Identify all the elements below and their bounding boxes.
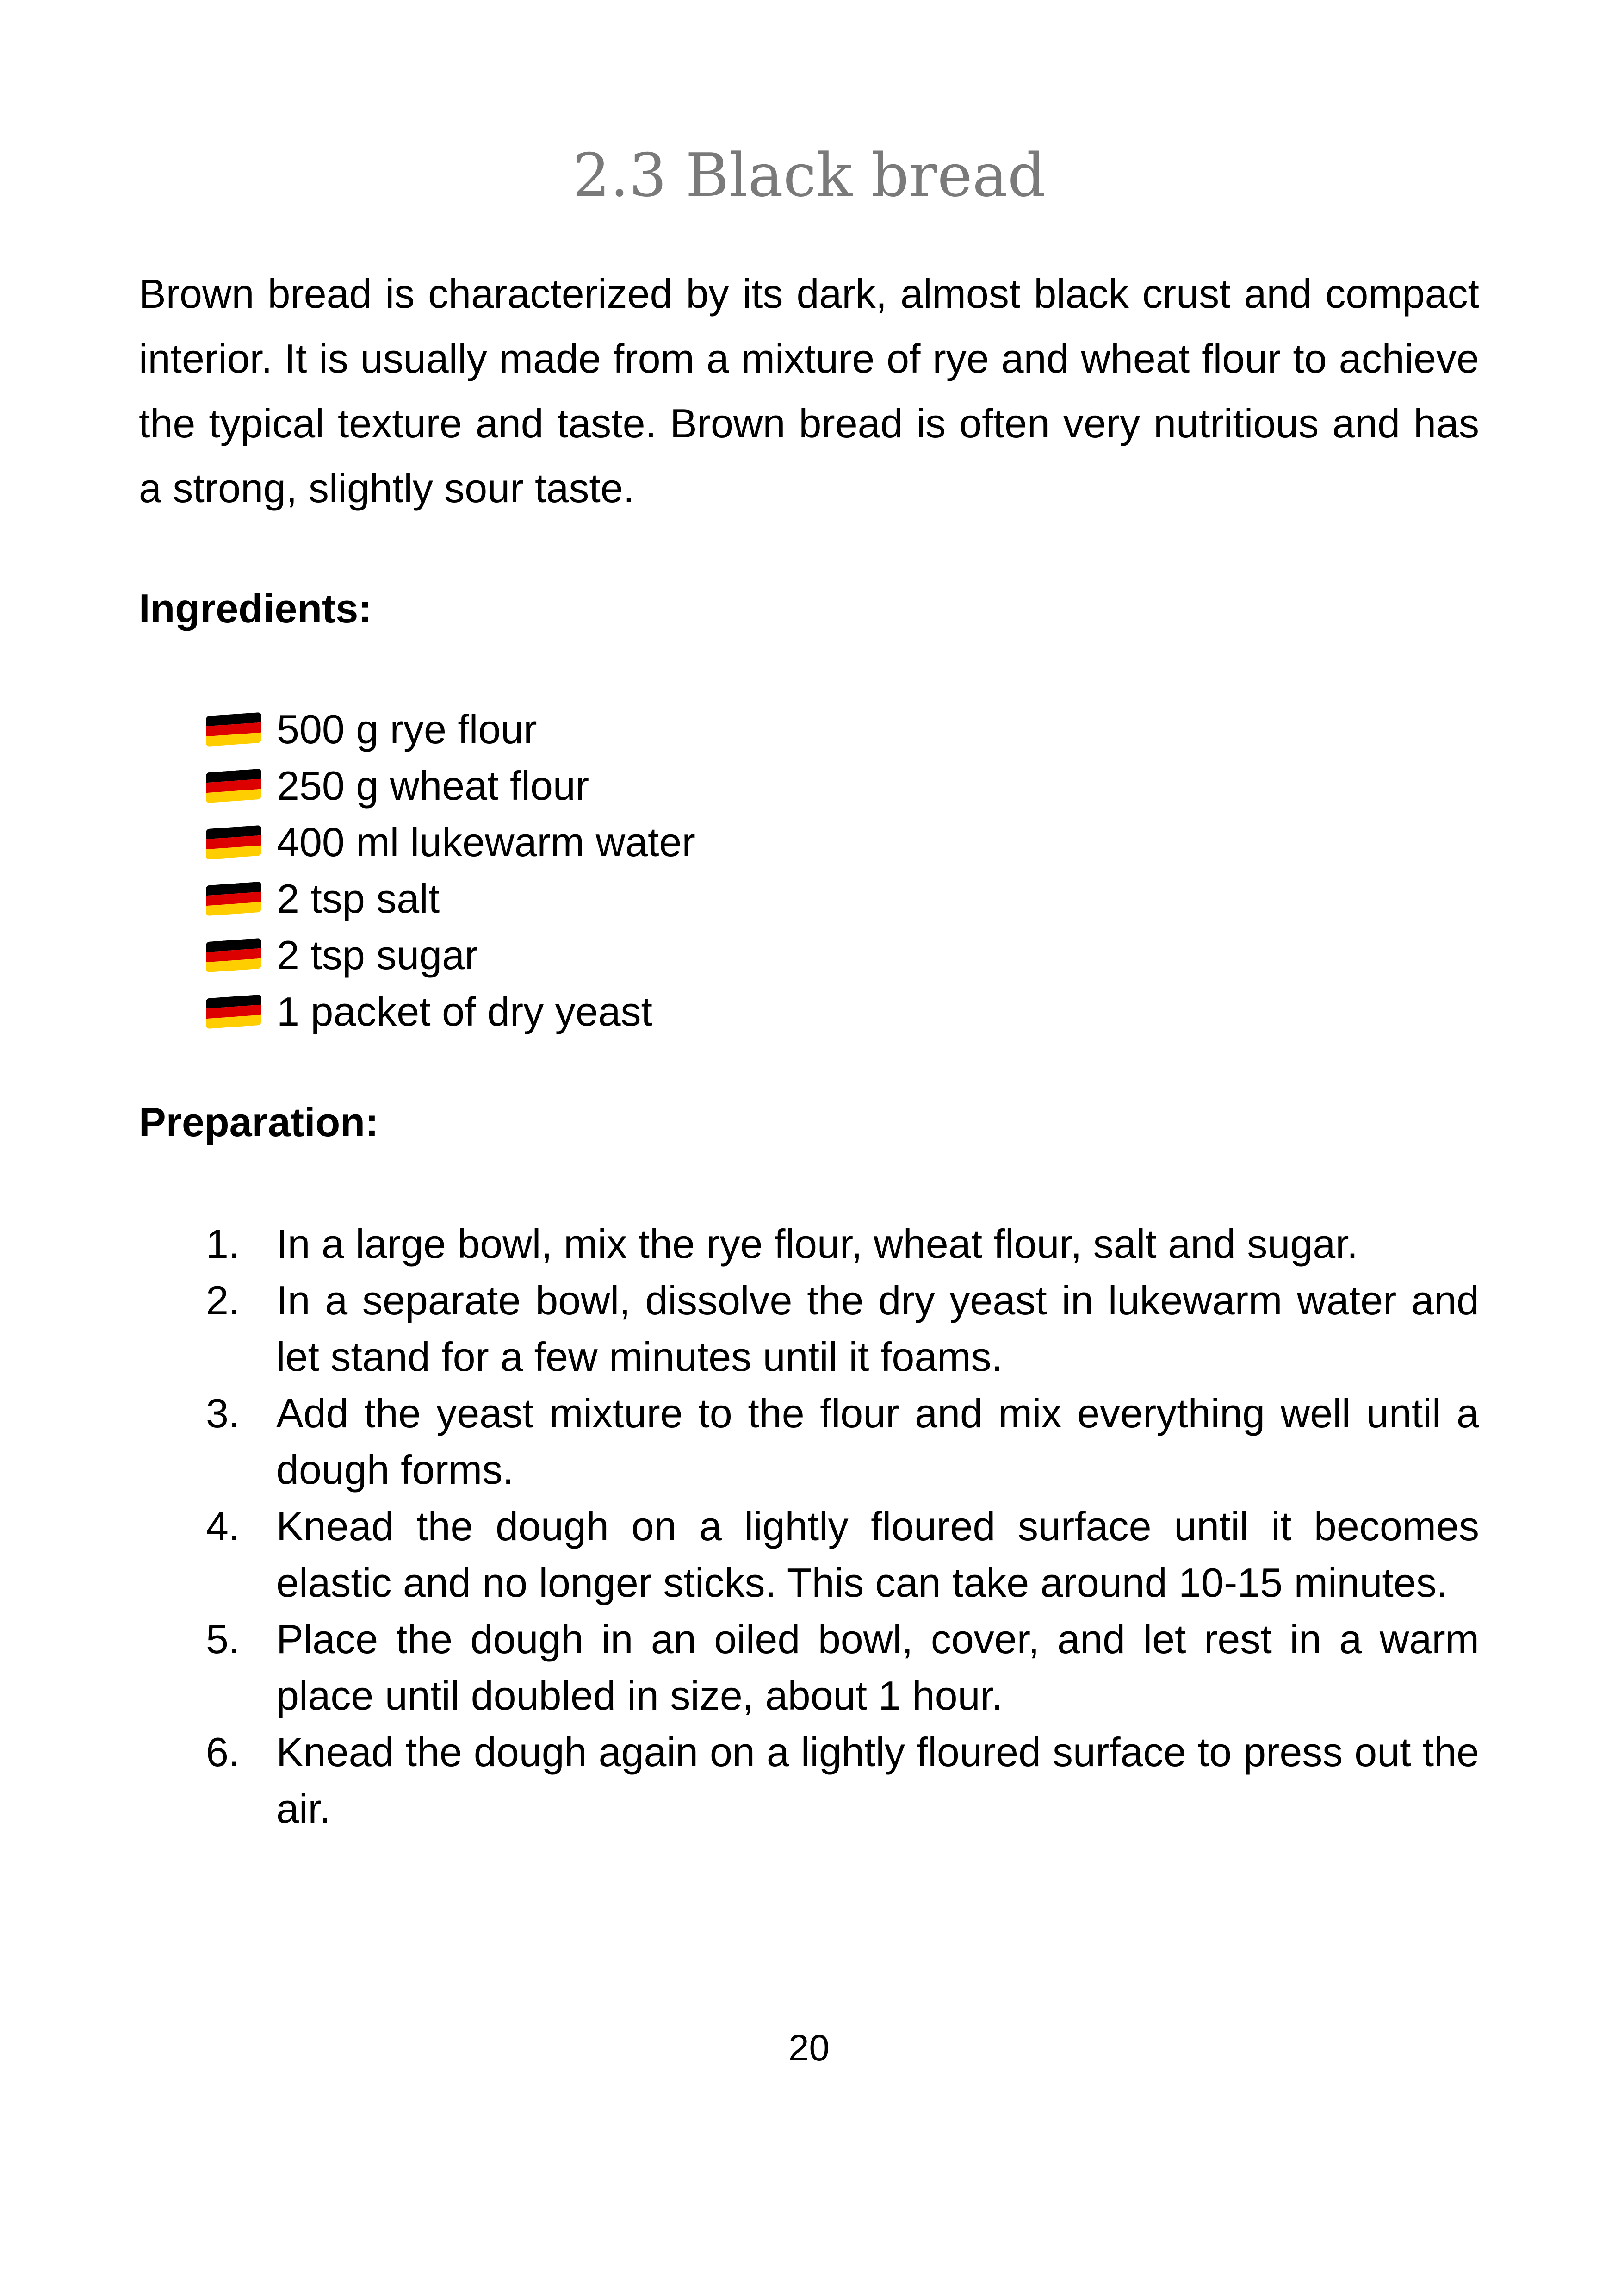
german-flag-icon <box>206 769 261 803</box>
step-number: 4. <box>206 1503 240 1549</box>
list-item <box>206 927 695 983</box>
step-number: 6. <box>206 1729 240 1775</box>
list-item <box>206 1385 1479 1498</box>
step-number: 3. <box>206 1390 240 1436</box>
step-text: Knead the dough again on a lightly floured surface to press out the air. <box>276 1729 1479 1831</box>
list-item <box>206 1216 1479 1272</box>
ingredient-text: 2 tsp salt <box>277 876 440 921</box>
ingredient-text: 2 tsp sugar <box>277 932 478 978</box>
ingredients-heading: Ingredients: <box>139 585 372 631</box>
list-item <box>206 983 695 1040</box>
ingredient-text: 500 g rye flour <box>277 706 537 752</box>
step-number: 5. <box>206 1616 240 1662</box>
list-item <box>206 814 695 871</box>
page-number: 20 <box>788 2027 830 2068</box>
step-text: Place the dough in an oiled bowl, cover, and let rest in a warm place until doubled in size, about 1 hour. <box>276 1616 1479 1718</box>
step-number: 1. <box>206 1221 240 1267</box>
step-text: Knead the dough on a lightly floured surface until it becomes elastic and no longer sticks. This can take around 10-15 minutes. <box>276 1503 1479 1605</box>
german-flag-icon <box>206 938 261 972</box>
preparation-steps-list <box>206 1216 1479 1837</box>
step-text: Add the yeast mixture to the flour and mix everything well until a dough forms. <box>276 1390 1479 1493</box>
list-item <box>206 1272 1479 1385</box>
list-item <box>206 1498 1479 1611</box>
step-text: In a separate bowl, dissolve the dry yeast in lukewarm water and let stand for a few minutes until it foams. <box>276 1277 1479 1380</box>
ingredients-list <box>206 701 695 1040</box>
german-flag-icon <box>206 712 261 747</box>
ingredient-text: 250 g wheat flour <box>277 763 589 809</box>
step-number: 2. <box>206 1277 240 1323</box>
preparation-heading: Preparation: <box>139 1099 379 1145</box>
german-flag-icon <box>206 882 261 916</box>
list-item <box>206 871 695 927</box>
german-flag-icon <box>206 825 261 859</box>
list-item <box>206 1611 1479 1724</box>
list-item <box>206 701 695 758</box>
ingredient-text: 1 packet of dry yeast <box>277 989 652 1034</box>
section-title: 2.3 Black bread <box>572 141 1046 210</box>
list-item <box>206 758 695 814</box>
step-text: In a large bowl, mix the rye flour, wheat flour, salt and sugar. <box>276 1221 1358 1267</box>
german-flag-icon <box>206 995 261 1029</box>
ingredient-text: 400 ml lukewarm water <box>277 819 695 865</box>
intro-paragraph: Brown bread is characterized by its dark, almost black crust and compact interior. It is usually made from a mixture of rye and wheat flour to achieve the typical texture and taste. Brown bread is often very nutritious and has a strong, slightly sour taste. <box>139 271 1479 511</box>
list-item <box>206 1724 1479 1837</box>
